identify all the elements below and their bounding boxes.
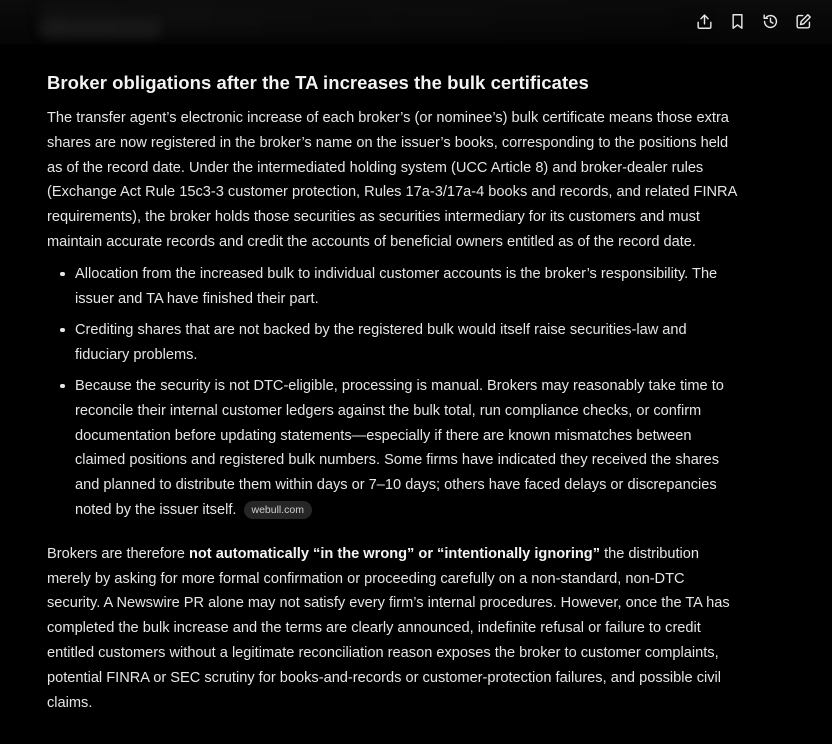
list-item-text: Allocation from the increased bulk to individual customer accounts is the broker’s responsibility. The issuer and TA have finished their part. (75, 265, 718, 307)
list-item (75, 318, 737, 368)
history-icon[interactable] (760, 11, 781, 32)
closing-text-prefix: Brokers are therefore (47, 545, 189, 562)
top-bar (0, 0, 832, 44)
list-item (75, 262, 737, 312)
bullet-list (47, 262, 737, 523)
list-item-text: Because the security is not DTC-eligible, processing is manual. Brokers may reasonably take time to reconcile their internal customer ledgers against the bulk total, run compliance checks, or confirm documentation before updating statements—especially if there are known mismatches between claimed positions and registered bulk numbers. Some firms have indicated they received the shares and planned to distribute them within days or 7–10 days; others have faced delays or discrepancies noted by the issuer itself. (75, 377, 724, 518)
closing-text-suffix: the distribution merely by asking for more formal confirmation or proceeding carefully on a non-standard, non-DTC security. A Newswire PR alone may not satisfy every firm’s internal procedures. However, once the TA has completed the bulk increase and the terms are clearly announced, indefinite refusal or failure to credit entitled customers without a legitimate reconciliation reason exposes the broker to customer complaints, potential FINRA or SEC scrutiny for books-and-records or customer-protection failures, and possible civil claims. (47, 545, 730, 711)
list-item-text: Crediting shares that are not backed by the registered bulk would itself raise securities-law and fiduciary problems. (75, 321, 687, 363)
blurred-header-content-secondary (40, 20, 160, 38)
closing-paragraph (47, 542, 737, 716)
closing-emphasis: not automatically “in the wrong” or “intentionally ignoring” (188, 545, 601, 562)
bookmark-icon[interactable] (727, 11, 748, 32)
response-content (47, 70, 737, 715)
toolbar-actions (694, 11, 814, 32)
edit-icon[interactable] (793, 11, 814, 32)
share-icon[interactable] (694, 11, 715, 32)
source-citation-chip[interactable]: webull.com (244, 501, 313, 519)
list-item (75, 374, 737, 523)
intro-paragraph: The transfer agent’s electronic increase of each broker’s (or nominee’s) bulk certificate means those extra shares are now registered in the broker’s name on the issuer’s books, corresponding to the positions held as of the record date. Under the intermediated holding system (UCC Article 8) and broker-dealer rules (Exchange Act Rule 15c3-3 customer protection, Rules 17a-3/17a-4 books and records, and related FINRA requirements), the broker holds those securities as securities intermediary for its customers and must maintain accurate records and credit the accounts of beneficial owners entitled as of the record date. (47, 110, 737, 250)
section-heading: Broker obligations after the TA increases the bulk certificates (47, 72, 589, 93)
